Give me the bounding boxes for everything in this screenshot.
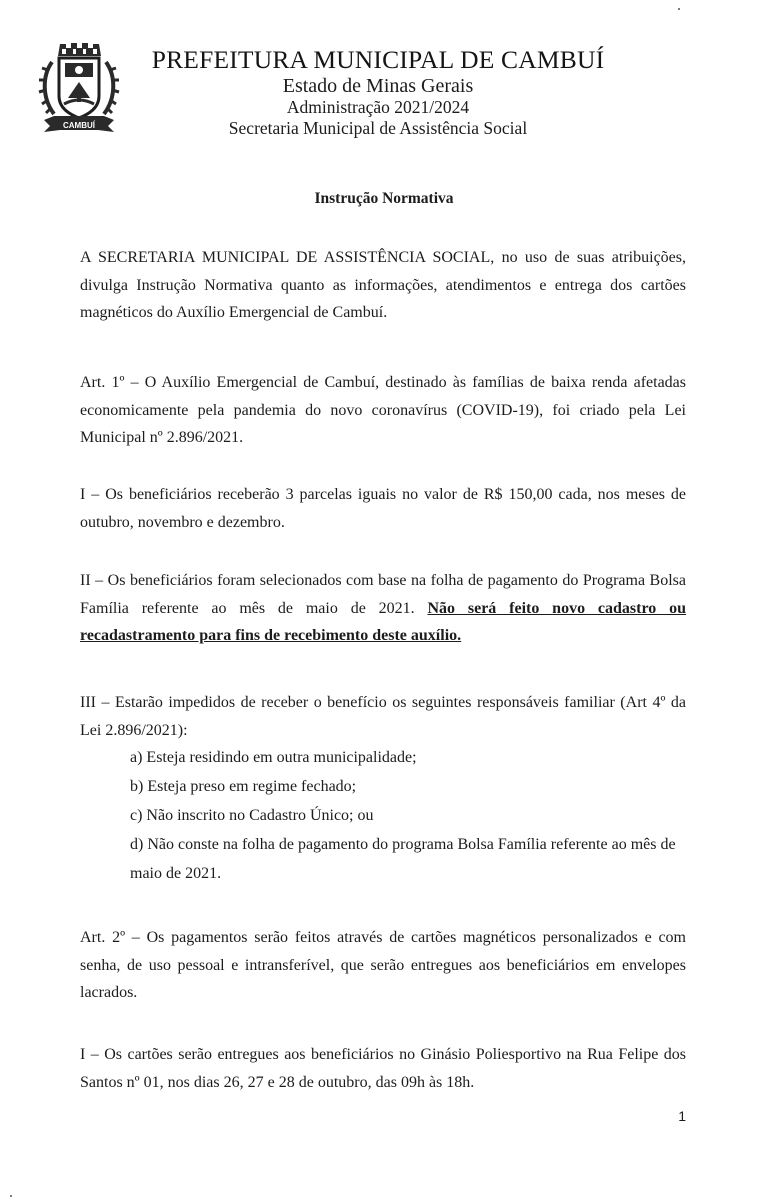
article-1-item-ii-emphasis: Não será feito novo cadastro ou recadastramento para fins de recebimento deste auxílio. (80, 599, 687, 644)
state-name: Estado de Minas Gerais (282, 75, 474, 97)
article-1-item-ii (80, 567, 686, 650)
municipality-title: PREFEITURA MUNICIPAL DE CAMBUÍ (151, 45, 605, 74)
article-2-item-i: I – Os cartões serão entregues aos beneficiários no Ginásio Poliesportivo na Rua Felipe dos Santos nº 01, nos dias 26, 27 e 28 de outubro, das 09h às 18h. (80, 1046, 686, 1091)
impediments-list (130, 743, 686, 888)
scan-speck (10, 1195, 12, 1197)
article-2-paragraph: Art. 2º – Os pagamentos serão feitos através de cartões magnéticos personalizados e com senha, de uso pessoal e intransferível, que serão entregues aos beneficiários em envelopes lacrados. (80, 929, 686, 1001)
article-1-item-iii: III – Estarão impedidos de receber o benefício os seguintes responsáveis familiar (Art 4º da Lei 2.896/2021): (80, 694, 686, 739)
article-1-paragraph: Art. 1º – O Auxílio Emergencial de Cambuí, destinado às famílias de baixa renda afetadas economicamente pela pandemia do novo coronavírus (COVID-19), foi criado pela Lei Municipal nº 2.896/2021. (80, 374, 686, 446)
article-1-item-ii-text: II – Os beneficiários foram selecionados com base na folha de pagamento do Programa Bolsa Família referente ao mês de maio de 2021. (80, 572, 686, 617)
scan-speck (678, 8, 680, 10)
list-item: c) Não inscrito no Cadastro Único; ou (130, 807, 374, 824)
department-name: Secretaria Municipal de Assistência Social (228, 118, 528, 138)
intro-paragraph: A SECRETARIA MUNICIPAL DE ASSISTÊNCIA SOCIAL, no uso de suas atribuições, divulga Instrução Normativa quanto as informações, atendimentos e entrega dos cartões magnéticos do Auxílio Emergencial de Cambuí. (80, 249, 686, 321)
list-item: b) Esteja preso em regime fechado; (130, 778, 357, 795)
administration-period: Administração 2021/2024 (286, 97, 470, 117)
list-item: d) Não conste na folha de pagamento do programa Bolsa Família referente ao mês de maio de 2021. (130, 836, 676, 882)
article-1-item-i: I – Os beneficiários receberão 3 parcelas iguais no valor de R$ 150,00 cada, nos meses de outubro, novembro e dezembro. (80, 486, 686, 531)
coat-of-arms-logo (38, 40, 120, 138)
page-number: 1 (678, 1108, 686, 1124)
crest-ribbon-text: CAMBUÍ (63, 121, 95, 130)
document-title: Instrução Normativa (314, 190, 454, 207)
letterhead (128, 46, 628, 139)
list-item: a) Esteja residindo em outra municipalidade; (130, 749, 417, 766)
